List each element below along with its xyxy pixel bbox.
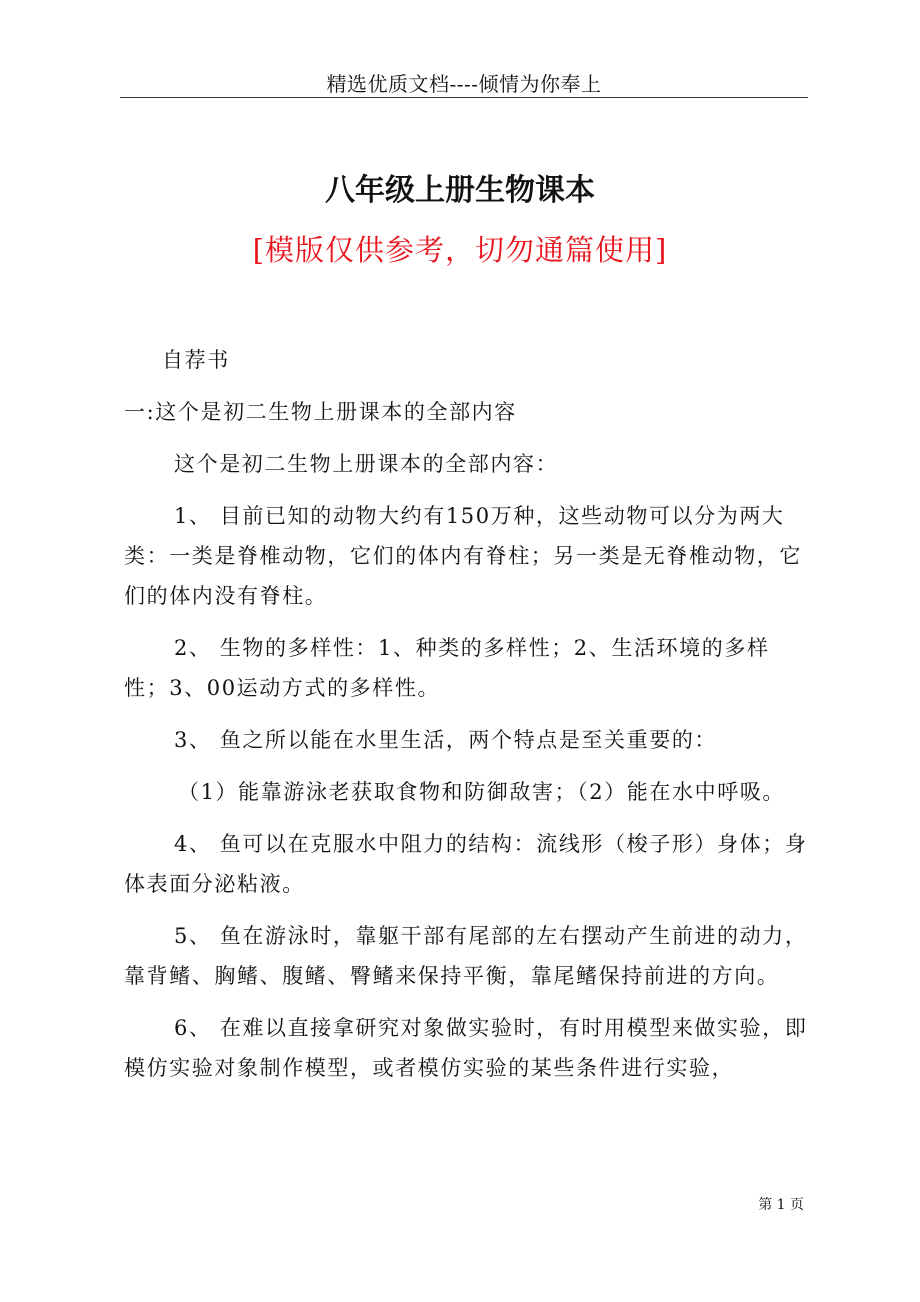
paragraph-item-3: 3、 鱼之所以能在水里生活，两个特点是至关重要的： — [174, 728, 718, 752]
paragraph-intro: 这个是初二生物上册课本的全部内容： — [174, 452, 559, 476]
paragraph-item-2: 2、 生物的多样性：1、种类的多样性；2、生活环境的多样性；3、00运动方式的多样性。 — [124, 636, 770, 700]
paragraph-heading: 自荐书 — [162, 348, 230, 372]
paragraph-item-6: 6、 在难以直接拿研究对象做实验时，有时用模型来做实验，即模仿实验对象制作模型，或者模仿实验的某些条件进行实验， — [124, 1016, 808, 1080]
paragraph-section-title: 一:这个是初二生物上册课本的全部内容 — [124, 400, 517, 424]
page-header: 精选优质文档----倾情为你奉上 — [326, 72, 602, 96]
paragraph-item-5: 5、 鱼在游泳时，靠躯干部有尾部的左右摆动产生前进的动力，靠背鳍、胸鳍、腹鳍、臀鳍来保持平衡，靠尾鳍保持前进的方向。 — [124, 924, 808, 988]
document-title: 八年级上册生物课本 — [325, 173, 595, 208]
page-number: 第 1 页 — [758, 1197, 804, 1213]
header-divider — [120, 97, 808, 98]
paragraph-item-1: 1、 目前已知的动物大约有150万种，这些动物可以分为两大类：一类是脊椎动物，它们的体内有脊柱；另一类是无脊椎动物，它们的体内没有脊柱。 — [124, 504, 802, 608]
document-subtitle: [模版仅供参考，切勿通篇使用] — [252, 233, 668, 267]
document-body — [124, 340, 814, 1088]
paragraph-item-3-detail: （1）能靠游泳老获取食物和防御敌害；（2）能在水中呼吸。 — [178, 780, 786, 804]
paragraph-item-4: 4、 鱼可以在克服水中阻力的结构：流线形（梭子形）身体；身体表面分泌粘液。 — [124, 832, 808, 896]
